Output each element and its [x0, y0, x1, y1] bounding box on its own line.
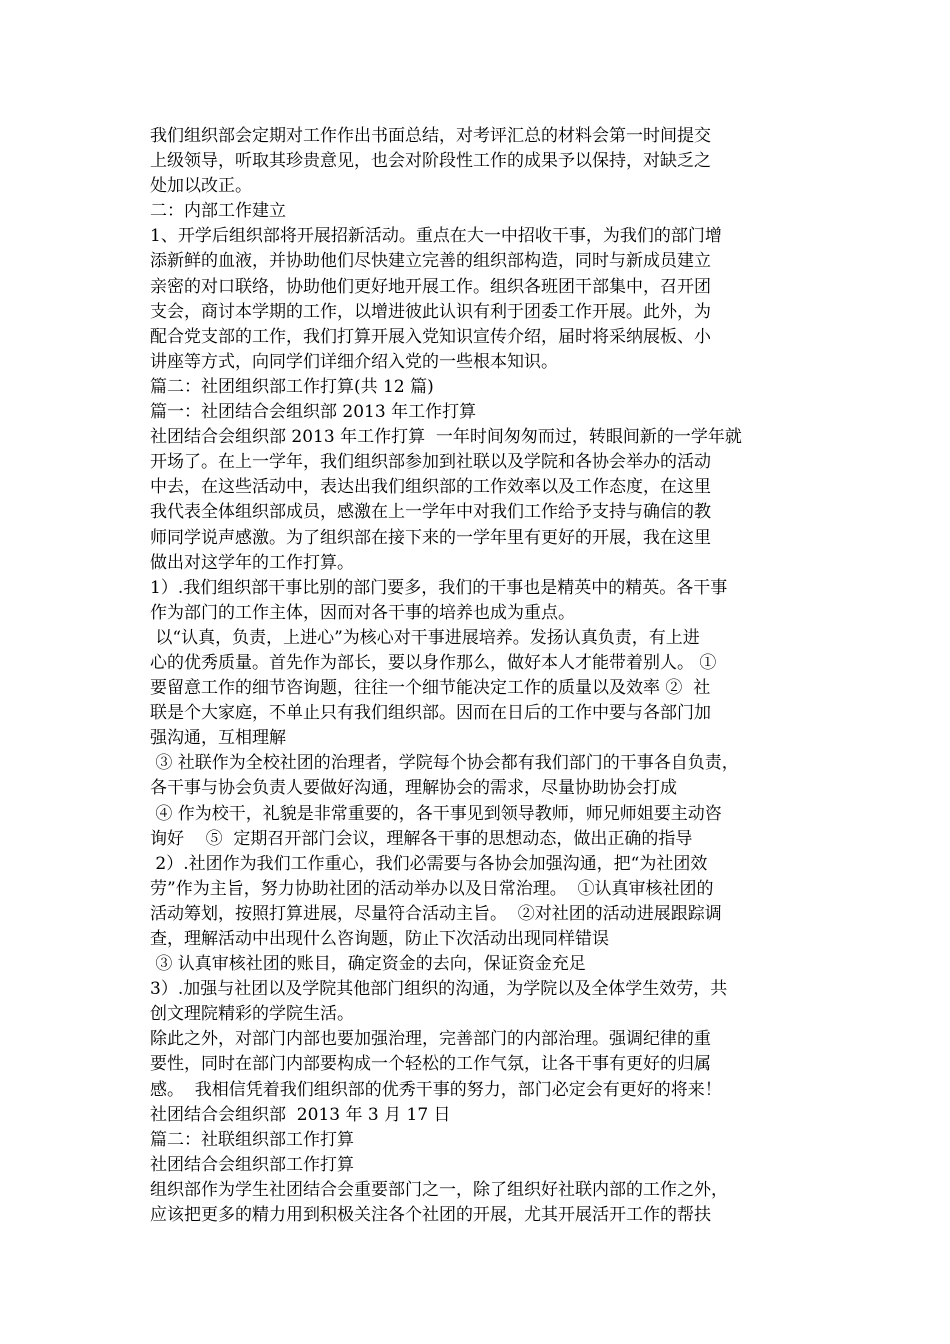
text-line: 联是个大家庭，不单止只有我们组织部。因而在日后的工作中要与各部门加 [150, 703, 711, 724]
text-line: 二：内部工作建立 [150, 201, 286, 222]
text-line: 支会，商讨本学期的工作，以增进彼此认识有利于团委工作开展。此外，为 [150, 301, 711, 322]
text-line: 篇二：社团组织部工作打算(共 12 篇) [150, 376, 434, 397]
text-line: 社团结合会组织部 2013 年工作打算 一年时间匆匆而过，转眼间新的一学年就 [150, 427, 742, 448]
text-line: 1、开学后组织部将开展招新活动。重点在大一中招收干事，为我们的部门增 [150, 226, 722, 247]
text-line: 除此之外，对部门内部也要加强治理，完善部门的内部治理。强调纪律的重 [150, 1029, 711, 1050]
text-line: 师同学说声感激。为了组织部在接下来的一学年里有更好的开展，我在这里 [150, 527, 711, 548]
text-line: 中去，在这些活动中，表达出我们组织部的工作效率以及工作态度，在这里 [150, 477, 711, 498]
text-line: 活动筹划，按照打算进展，尽量符合活动主旨。 ②对社团的活动进展跟踪调 [150, 903, 722, 924]
text-line: ③ 认真审核社团的账目，确定资金的去向，保证资金充足 [150, 954, 586, 975]
text-line: 社团结合会组织部 2013 年 3 月 17 日 [150, 1104, 451, 1125]
text-line: 配合党支部的工作，我们打算开展入党知识宣传介绍，届时将采纳展板、小 [150, 326, 711, 347]
text-line: 处加以改正。 [150, 176, 252, 197]
text-line: 3）.加强与社团以及学院其他部门组织的沟通，为学院以及全体学生效劳，共 [150, 979, 728, 1000]
text-line: ③ 社联作为全校社团的治理者，学院每个协会都有我们部门的干事各自负责， [150, 753, 739, 774]
text-line: 组织部作为学生社团结合会重要部门之一，除了组织好社联内部的工作之外， [150, 1179, 728, 1200]
text-line: 1）.我们组织部干事比别的部门要多，我们的干事也是精英中的精英。各干事 [150, 577, 728, 598]
text-line: 各干事与协会负责人要做好沟通，理解协会的需求，尽量协助协会打成 [150, 778, 677, 799]
text-line: 我代表全体组织部成员，感激在上一学年中对我们工作给予支持与确信的教 [150, 502, 711, 523]
text-line: 讲座等方式，向同学们详细介绍入党的一些根本知识。 [150, 351, 558, 372]
text-line: 上级领导，听取其珍贵意见，也会对阶段性工作的成果予以保持，对缺乏之 [150, 151, 711, 172]
text-line: 心的优秀质量。首先作为部长，要以身作那么，做好本人才能带着别人。 ① [150, 652, 717, 673]
text-line: 做出对这学年的工作打算。 [150, 552, 354, 573]
text-line: 询好 ⑤ 定期召开部门会议，理解各干事的思想动态，做出正确的指导 [150, 828, 693, 849]
text-line: 2）.社团作为我们工作重心，我们必需要与各协会加强沟通，把“为社团效 [150, 853, 708, 874]
text-line: 要留意工作的细节咨询题，往往一个细节能决定工作的质量以及效率 ② 社 [150, 678, 711, 699]
text-line: 开场了。在上一学年，我们组织部参加到社联以及学院和各协会举办的活动 [150, 452, 711, 473]
text-line: 亲密的对口联络，协助他们更好地开展工作。组织各班团干部集中，召开团 [150, 276, 711, 297]
text-line: 以“认真，负责，上进心”为核心对干事进展培养。发扬认真负责，有上进 [150, 627, 700, 648]
text-line: 作为部门的工作主体，因而对各干事的培养也成为重点。 [150, 602, 575, 623]
text-line: 篇一：社团结合会组织部 2013 年工作打算 [150, 402, 477, 423]
text-line: 我们组织部会定期对工作作出书面总结，对考评汇总的材料会第一时间提交 [150, 126, 711, 146]
text-line: 社团结合会组织部工作打算 [150, 1154, 354, 1175]
text-line: 创文理院精彩的学院生活。 [150, 1004, 354, 1025]
text-line: 强沟通，互相理解 [150, 728, 286, 749]
text-line: 篇二：社联组织部工作打算 [150, 1129, 354, 1150]
document-body [150, 124, 810, 1228]
text-line: 查，理解活动中出现什么咨询题，防止下次活动出现同样错误 [150, 929, 609, 949]
text-line: 添新鲜的血液，并协助他们尽快建立完善的组织部构造，同时与新成员建立 [150, 251, 711, 272]
text-line: 应该把更多的精力用到积极关注各个社团的开展，尤其开展活开工作的帮扶 [150, 1205, 711, 1226]
text-line: 感。 我相信凭着我们组织部的优秀干事的努力，部门必定会有更好的将来！ [150, 1079, 722, 1100]
text-line: ④ 作为校干，礼貌是非常重要的，各干事见到领导教师，师兄师姐要主动咨 [150, 803, 722, 824]
text-line: 劳”作为主旨，努力协助社团的活动举办以及日常治理。 ①认真审核社团的 [150, 878, 714, 899]
text-line: 要性，同时在部门内部要构成一个轻松的工作气氛，让各干事有更好的归属 [150, 1054, 711, 1075]
